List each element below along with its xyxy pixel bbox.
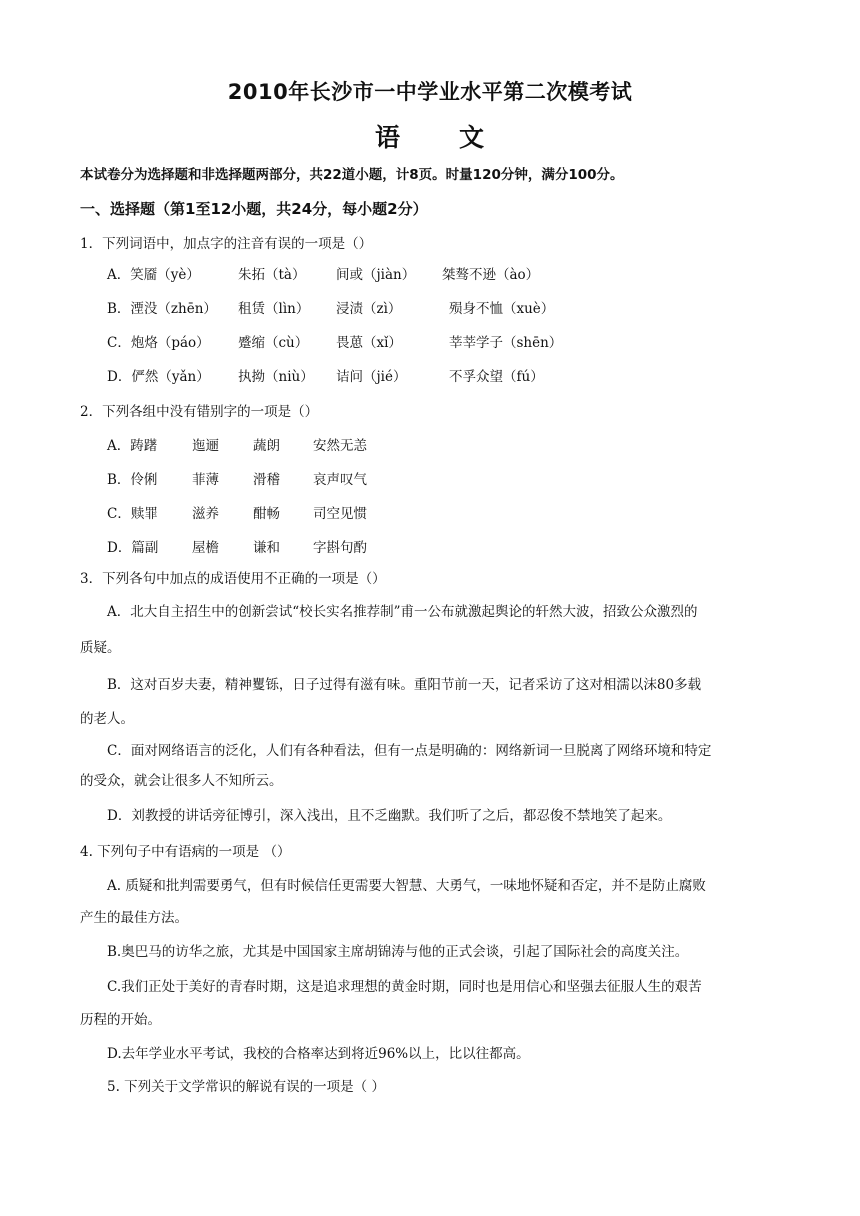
option-item: 租赁（lìn） [238,301,310,317]
exam-title: 2010年长沙市一中学业水平第二次模考试 [227,80,633,104]
question-4-option-b: B.奥巴马的访华之旅，尤其是中国国家主席胡锦涛与他的正式会谈，引起了国际社会的高度关注。 [107,944,689,960]
option-item: 不孚众望（fú） [449,369,544,385]
question-3-option-c-line1: C．面对网络语言的泛化，人们有各种看法，但有一点是明确的：网络新词一旦脱离了网络环境和特定 [107,743,712,759]
question-4-option-a-line2: 产生的最佳方法。 [80,910,188,926]
option-item: 蔬朗 [253,438,280,454]
option-item: 浸渍（zì） [336,301,402,317]
question-4-option-c-line1: C.我们正处于美好的青春时期，这是追求理想的黄金时期，同时也是用信心和坚强去征服人生的艰苦 [107,979,702,995]
question-3-option-a-line1: A．北大自主招生中的创新尝试“校长实名推荐制”甫一公布就激起舆论的轩然大波，招致公众激烈的 [107,604,698,620]
subject-char-1: 语 [374,123,401,152]
question-3-option-d: D．刘教授的讲话旁征博引，深入浅出，且不乏幽默。我们听了之后，都忍俊不禁地笑了起来。 [107,808,672,824]
option-item: 谦和 [253,540,280,556]
option-item: 畏葸（xǐ） [336,335,402,351]
subject-title [0,118,860,154]
option-item: 迤逦 [192,438,219,454]
subject-char-2: 文 [459,123,486,152]
option-item: D．篇副 [107,540,159,556]
option-item: 酣畅 [253,506,280,522]
option-item: 间或（jiàn） [336,267,416,283]
option-item: A．笑靥（yè） [107,267,200,283]
question-2-stem: 2．下列各组中没有错别字的一项是（） [80,404,319,420]
section-heading-choice: 一、选择题（第1至12小题，共24分，每小题2分） [80,200,428,218]
option-item: 诘问（jié） [336,369,407,385]
option-item: 菲薄 [192,472,219,488]
option-item: 字斟句酌 [313,540,367,556]
question-3-option-c-line2: 的受众，就会让很多人不知所云。 [80,773,283,789]
question-4-stem: 4. 下列句子中有语病的一项是 （） [80,844,291,860]
question-3-option-b-line2: 的老人。 [80,711,134,727]
option-item: D．俨然（yǎn） [107,369,210,385]
question-3-option-a-line2: 质疑。 [80,640,121,656]
question-3-stem: 3．下列各句中加点的成语使用不正确的一项是（） [80,571,386,587]
option-item: B．伶俐 [107,472,158,488]
question-5-stem: 5. 下列关于文学常识的解说有误的一项是（ ） [107,1079,385,1095]
option-item: 滋养 [192,506,219,522]
question-3-option-b-line1: B．这对百岁夫妻，精神矍铄，日子过得有滋有味。重阳节前一天，记者采访了这对相濡以沫80多载 [107,677,702,693]
option-item: C．赎罪 [107,506,158,522]
option-item: B．湮没（zhēn） [107,301,217,317]
option-item: 莘莘学子（shēn） [449,335,563,351]
question-1-stem: 1．下列词语中，加点字的注音有误的一项是（） [80,236,373,252]
question-4-option-d: D.去年学业水平考试，我校的合格率达到将近96%以上，比以往都高。 [107,1046,530,1062]
option-item: 桀骜不逊（ào） [442,267,540,283]
exam-instructions: 本试卷分为选择题和非选择题两部分，共22道小题，计8页。时量120分钟，满分100分。 [80,167,624,183]
option-item: 司空见惯 [313,506,367,522]
option-item: 执拗（niù） [238,369,314,385]
option-item: 安然无恙 [313,438,367,454]
option-item: 屋檐 [192,540,219,556]
option-item: 滑稽 [253,472,280,488]
option-item: 朱拓（tà） [238,267,306,283]
option-item: C．炮烙（páo） [107,335,210,351]
question-4-option-a-line1: A. 质疑和批判需要勇气，但有时候信任更需要大智慧、大勇气，一味地怀疑和否定，并不是防止腐败 [107,878,706,894]
option-item: 哀声叹气 [313,472,367,488]
option-item: A．踌躇 [107,438,158,454]
option-item: 蹙缩（cù） [238,335,309,351]
option-item: 殒身不恤（xuè） [449,301,555,317]
question-4-option-c-line2: 历程的开始。 [80,1012,161,1028]
